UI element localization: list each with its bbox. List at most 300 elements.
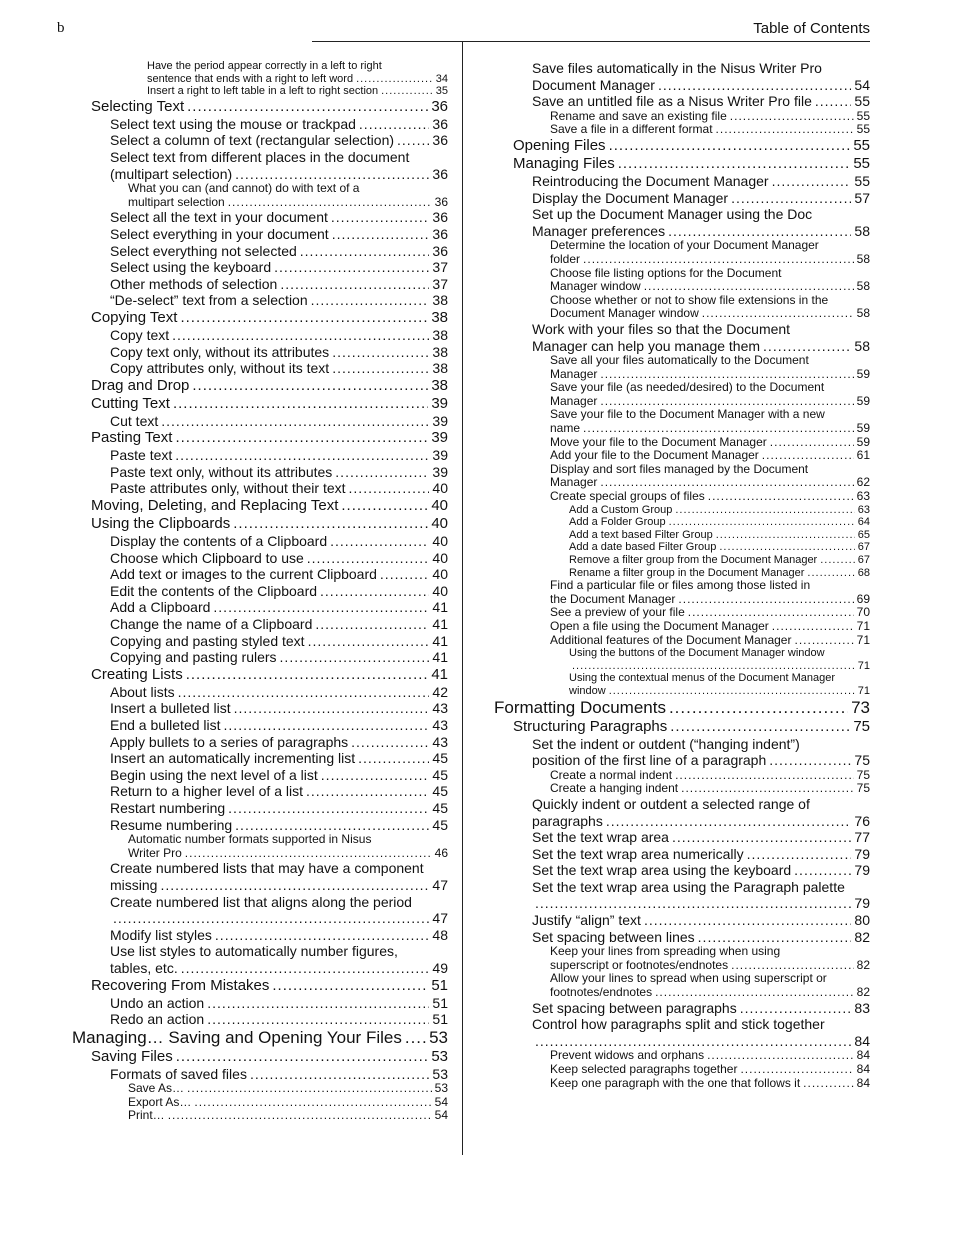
toc-page-number: 38 <box>432 343 448 360</box>
toc-entry[interactable] <box>494 647 870 672</box>
dot-leader <box>681 782 854 796</box>
toc-entry-row <box>110 566 448 583</box>
toc-entry[interactable] <box>494 93 870 110</box>
dot-leader <box>235 166 429 183</box>
toc-entry-row <box>110 583 448 600</box>
toc-entry-title: (multipart selection) <box>110 165 233 182</box>
dot-leader <box>233 515 428 533</box>
toc-entry[interactable] <box>494 912 870 929</box>
toc-entry-title: Copying and pasting rulers <box>110 649 277 666</box>
toc-entry[interactable] <box>72 700 448 717</box>
toc-entry[interactable] <box>72 377 448 395</box>
toc-entry[interactable] <box>494 718 870 736</box>
toc-entry[interactable] <box>72 666 448 684</box>
toc-entry-title: About lists <box>110 683 175 700</box>
toc-entry-row <box>532 752 870 769</box>
toc-entry[interactable] <box>72 98 448 116</box>
dot-leader <box>815 93 852 110</box>
toc-page-number: 40 <box>432 582 448 599</box>
toc-entry-row <box>110 166 448 183</box>
toc-entry[interactable] <box>72 85 448 98</box>
toc-page-number: 69 <box>856 592 870 606</box>
dot-leader <box>194 1096 431 1110</box>
toc-entry[interactable] <box>494 516 870 529</box>
toc-entry[interactable] <box>494 698 870 718</box>
dot-leader <box>315 616 429 633</box>
toc-entry[interactable] <box>72 995 448 1012</box>
toc-page-number: 84 <box>854 1032 870 1049</box>
toc-entry-text-line: Keep your lines from spreading when using <box>550 944 781 959</box>
dot-leader <box>172 327 429 344</box>
toc-entry-title: See a preview of your file <box>550 606 685 620</box>
toc-page-number: 51 <box>432 1011 448 1028</box>
dot-leader <box>669 516 855 529</box>
toc-entry[interactable] <box>72 783 448 800</box>
toc-entry[interactable] <box>72 276 448 293</box>
toc-entry-row <box>569 516 870 529</box>
toc-entry-row <box>110 734 448 751</box>
toc-entry[interactable] <box>72 1066 448 1083</box>
toc-entry[interactable] <box>494 60 870 93</box>
toc-entry-text-line: Allow your lines to spread when using superscript or <box>550 971 827 986</box>
toc-page-number: 45 <box>432 816 448 833</box>
toc-entry[interactable] <box>72 209 448 226</box>
toc-entry[interactable] <box>72 533 448 550</box>
toc-entry[interactable] <box>72 1096 448 1110</box>
toc-entry[interactable] <box>494 490 870 504</box>
toc-entry[interactable] <box>494 606 870 620</box>
toc-entry[interactable] <box>72 750 448 767</box>
toc-entry[interactable] <box>72 943 448 976</box>
toc-entry-title: Add your file to the Document Manager <box>550 449 759 463</box>
toc-page-number: 39 <box>432 447 448 464</box>
dot-leader <box>763 338 851 355</box>
toc-entry[interactable] <box>494 1016 870 1049</box>
toc-entry[interactable] <box>72 616 448 633</box>
toc-entry-row <box>110 960 448 977</box>
toc-page-number: 68 <box>857 566 870 579</box>
toc-page-number: 39 <box>432 412 448 429</box>
toc-entry[interactable] <box>72 360 448 377</box>
toc-page-number: 41 <box>432 649 448 666</box>
toc-entry-title: window <box>569 684 606 697</box>
dot-leader <box>600 395 853 409</box>
toc-entry-row <box>91 1048 448 1066</box>
toc-entry-row <box>532 173 870 190</box>
toc-entry[interactable] <box>72 132 448 149</box>
toc-entry-row <box>110 533 448 550</box>
dot-leader <box>356 73 433 86</box>
toc-entry[interactable] <box>494 294 870 321</box>
dot-leader <box>405 1028 426 1048</box>
toc-page-number: 41 <box>432 599 448 616</box>
toc-entry-title: the Document Manager <box>550 592 676 606</box>
toc-entry-row <box>532 912 870 929</box>
dot-leader <box>234 700 430 717</box>
toc-page-number: 40 <box>431 497 448 515</box>
toc-entry[interactable] <box>494 408 870 435</box>
toc-page-number: 64 <box>857 516 870 529</box>
toc-entry-row <box>110 927 448 944</box>
toc-page-number: 71 <box>857 684 870 697</box>
dot-leader <box>770 436 854 450</box>
toc-entry-title: Copying and pasting styled text <box>110 632 305 649</box>
toc-entry-row <box>91 309 448 327</box>
toc-entry-row <box>110 447 448 464</box>
toc-entry-title: Additional features of the Document Manager <box>550 633 792 647</box>
dot-leader <box>730 110 854 124</box>
toc-page-number: 59 <box>856 435 870 449</box>
toc-page-number: 79 <box>854 895 870 912</box>
toc-entry-row <box>128 1082 448 1096</box>
toc-entry-title: Prevent widows and orphans <box>550 1049 705 1063</box>
toc-entry[interactable] <box>494 267 870 294</box>
toc-entry[interactable] <box>494 945 870 972</box>
toc-page-number: 71 <box>856 633 870 647</box>
toc-entry-title: Display the Document Manager <box>532 189 729 206</box>
toc-page-number: 35 <box>435 85 448 98</box>
toc-entry-title: Create a normal indent <box>550 768 673 782</box>
toc-entry-row <box>110 750 448 767</box>
toc-entry[interactable] <box>494 463 870 490</box>
toc-entry[interactable] <box>494 554 870 567</box>
toc-entry-title: Select using the keyboard <box>110 259 272 276</box>
dot-leader <box>772 620 854 634</box>
toc-page-number: 47 <box>432 910 448 927</box>
toc-entry[interactable] <box>72 684 448 701</box>
toc-entry-text-line: Have the period appear correctly in a left to right <box>147 60 382 72</box>
toc-page-number: 46 <box>434 846 448 860</box>
toc-entry[interactable] <box>72 447 448 464</box>
dot-leader <box>173 395 428 413</box>
toc-entry[interactable] <box>494 672 870 697</box>
toc-entry[interactable] <box>494 620 870 634</box>
toc-page-number: 75 <box>856 768 870 782</box>
toc-entry[interactable] <box>494 239 870 266</box>
toc-entry[interactable] <box>72 550 448 567</box>
toc-page-number: 40 <box>432 566 448 583</box>
toc-entry[interactable] <box>494 782 870 796</box>
dot-leader <box>600 476 853 490</box>
toc-page-number: 82 <box>856 986 870 1000</box>
toc-entry[interactable] <box>72 566 448 583</box>
toc-entry-title: Export As… <box>128 1095 192 1109</box>
toc-entry-row <box>569 529 870 542</box>
toc-entry-text-line: Choose file listing options for the Document <box>550 265 782 280</box>
toc-page-number: 37 <box>432 275 448 292</box>
toc-page-number: 58 <box>856 307 870 321</box>
toc-entry-text-line: Quickly indent or outdent a selected range of <box>532 795 810 812</box>
toc-entry-title: Pasting Text <box>91 429 173 447</box>
toc-page-number: 53 <box>434 1082 448 1096</box>
toc-entry[interactable] <box>72 927 448 944</box>
toc-page-number: 43 <box>432 700 448 717</box>
toc-entry[interactable] <box>494 846 870 863</box>
toc-entry-title: Manager <box>550 394 598 408</box>
toc-entry-row <box>110 226 448 243</box>
toc-entry-row <box>110 649 448 666</box>
toc-entry[interactable] <box>72 309 448 327</box>
toc-entry[interactable] <box>494 796 870 829</box>
toc-entry[interactable] <box>494 529 870 542</box>
dot-leader <box>332 344 429 361</box>
toc-entry-row <box>110 209 448 226</box>
toc-page-number: 47 <box>432 876 448 893</box>
toc-entry[interactable] <box>72 833 448 860</box>
dot-leader <box>175 447 429 464</box>
toc-entry-row <box>550 959 870 973</box>
toc-entry[interactable] <box>494 110 870 124</box>
toc-entry[interactable] <box>72 1109 448 1123</box>
toc-entry-title: Formats of saved files <box>110 1065 247 1082</box>
toc-entry-row <box>110 259 448 276</box>
toc-entry[interactable] <box>72 515 448 533</box>
toc-entry[interactable] <box>72 429 448 447</box>
toc-page-number: 55 <box>853 154 870 172</box>
toc-entry[interactable] <box>72 327 448 344</box>
toc-entry[interactable] <box>494 929 870 946</box>
toc-page-number: 51 <box>432 994 448 1011</box>
toc-entry[interactable] <box>72 480 448 497</box>
toc-entry[interactable] <box>72 182 448 209</box>
toc-page-number: 36 <box>432 115 448 132</box>
toc-entry[interactable] <box>494 862 870 879</box>
toc-entry[interactable] <box>72 292 448 309</box>
toc-entry[interactable] <box>72 649 448 666</box>
toc-entry[interactable] <box>494 1063 870 1077</box>
toc-entry-title: Copy text only, without its attributes <box>110 343 330 360</box>
toc-page-number: 45 <box>432 766 448 783</box>
toc-entry[interactable] <box>494 206 870 239</box>
toc-entry[interactable] <box>494 769 870 783</box>
toc-entry[interactable] <box>72 497 448 515</box>
toc-entry[interactable] <box>72 413 448 430</box>
toc-entry[interactable] <box>494 449 870 463</box>
toc-entry-row <box>550 253 870 267</box>
toc-entry-row <box>91 497 448 515</box>
toc-entry[interactable] <box>72 1028 448 1048</box>
dot-leader <box>535 1033 851 1050</box>
toc-entry-title: Recovering From Mistakes <box>91 976 270 994</box>
toc-entry-text-line: Create numbered lists that may have a component <box>110 860 424 877</box>
toc-entry-title: Save a file in a different format <box>550 123 713 137</box>
toc-entry[interactable] <box>72 633 448 650</box>
toc-entry[interactable] <box>72 243 448 260</box>
toc-entry[interactable] <box>494 173 870 190</box>
toc-entry[interactable] <box>494 736 870 769</box>
toc-entry[interactable] <box>72 734 448 751</box>
toc-entry-row <box>110 995 448 1012</box>
toc-entry[interactable] <box>494 1049 870 1063</box>
toc-entry-row <box>110 1011 448 1028</box>
toc-page-number: 70 <box>856 606 870 620</box>
toc-entry-text-line: Choose whether or not to show file extensions in the <box>550 292 829 307</box>
toc-page-number: 55 <box>853 136 870 154</box>
toc-entry-title: Display the contents of a Clipboard <box>110 533 328 550</box>
toc-entry[interactable] <box>494 579 870 606</box>
dot-leader <box>250 1066 429 1083</box>
toc-entry-text-line: Control how paragraphs split and stick together <box>532 1016 825 1033</box>
toc-page-number: 65 <box>857 528 870 541</box>
toc-entry-text-line: Automatic number formats supported in Nisus <box>128 832 372 847</box>
toc-page-number: 54 <box>854 76 870 93</box>
toc-entry[interactable] <box>494 321 870 354</box>
dot-leader <box>644 280 854 294</box>
toc-page-number: 43 <box>432 733 448 750</box>
toc-entry[interactable] <box>72 817 448 834</box>
toc-entry-title: Add a text based Filter Group <box>569 528 713 541</box>
toc-entry[interactable] <box>72 116 448 133</box>
toc-page-number: 51 <box>431 976 448 994</box>
toc-entry-row <box>532 1000 870 1017</box>
toc-page-number: 67 <box>857 541 870 554</box>
toc-page-number: 39 <box>431 394 448 412</box>
toc-page-number: 39 <box>432 463 448 480</box>
toc-entry-row <box>147 85 448 98</box>
toc-entry-row <box>110 276 448 293</box>
dot-leader <box>698 929 852 946</box>
toc-entry-row <box>110 1066 448 1083</box>
toc-entry-text-line: Using the buttons of the Document Manager window <box>569 647 825 660</box>
toc-entry-title: Manager <box>550 476 598 490</box>
toc-entry-title: Manager can help you manage them <box>532 337 761 354</box>
toc-entry[interactable] <box>72 344 448 361</box>
toc-entry-row <box>550 436 870 450</box>
toc-entry-title: Open a file using the Document Manager <box>550 619 769 633</box>
toc-entry[interactable] <box>494 190 870 207</box>
toc-entry-row <box>569 541 870 554</box>
toc-entry-text-line: Work with your files so that the Document <box>532 320 791 337</box>
toc-entry[interactable] <box>72 149 448 182</box>
toc-entry-title: missing <box>110 876 158 893</box>
toc-entry[interactable] <box>494 1000 870 1017</box>
toc-entry[interactable] <box>72 767 448 784</box>
dot-leader <box>341 497 428 515</box>
dot-leader <box>113 910 429 927</box>
toc-entry-title: Set spacing between paragraphs <box>532 999 737 1016</box>
dot-leader <box>272 977 428 995</box>
toc-entry[interactable] <box>494 137 870 155</box>
toc-entry-title: Add a Custom Group <box>569 503 673 516</box>
toc-entry-row <box>569 660 870 673</box>
toc-entry[interactable] <box>494 1077 870 1091</box>
toc-page-number: 55 <box>854 93 870 110</box>
toc-entry-row <box>91 515 448 533</box>
toc-entry-title: tables, etc. <box>110 959 178 976</box>
dot-leader <box>618 155 851 173</box>
toc-page-number: 59 <box>856 422 870 436</box>
toc-entry[interactable] <box>72 717 448 734</box>
toc-entry-row <box>550 280 870 294</box>
toc-entry-title: Cut text <box>110 412 159 429</box>
toc-entry-row <box>569 504 870 517</box>
toc-entry[interactable] <box>494 354 870 381</box>
toc-entry-row <box>550 769 870 783</box>
toc-entry[interactable] <box>494 541 870 554</box>
dot-leader <box>740 1063 853 1077</box>
dot-leader <box>228 800 429 817</box>
toc-entry[interactable] <box>72 599 448 616</box>
toc-entry[interactable] <box>72 395 448 413</box>
toc-entry-title: Structuring Paragraphs <box>513 717 668 735</box>
toc-entry[interactable] <box>72 800 448 817</box>
toc-right-column <box>494 60 870 1090</box>
toc-entry-title: Saving Files <box>91 1047 173 1065</box>
dot-leader <box>716 123 854 137</box>
toc-entry-title: Keep selected paragraphs together <box>550 1063 738 1076</box>
toc-entry-row <box>550 395 870 409</box>
toc-page-number: 73 <box>851 697 870 717</box>
toc-entry-row <box>550 986 870 1000</box>
toc-entry[interactable] <box>494 504 870 517</box>
toc-page-number: 54 <box>434 1109 448 1123</box>
toc-entry-title: Document Manager window <box>550 307 699 321</box>
dot-leader <box>168 1109 432 1123</box>
toc-entry[interactable] <box>72 860 448 893</box>
dot-leader <box>381 85 433 98</box>
toc-entry-title: Set the text wrap area numerically <box>532 845 744 862</box>
toc-entry[interactable] <box>72 464 448 481</box>
toc-entry[interactable] <box>494 436 870 450</box>
toc-page-number: 61 <box>856 449 870 463</box>
toc-entry[interactable] <box>494 123 870 137</box>
toc-entry-row <box>550 606 870 620</box>
dot-leader <box>351 734 429 751</box>
toc-entry-row <box>91 977 448 995</box>
toc-page-number: 82 <box>856 958 870 972</box>
toc-page-number: 41 <box>432 616 448 633</box>
toc-entry-title: Undo an action <box>110 994 205 1011</box>
toc-page-number: 34 <box>435 72 448 85</box>
toc-entry[interactable] <box>494 155 870 173</box>
dot-leader <box>274 259 429 276</box>
dot-leader <box>719 541 854 554</box>
toc-entry-title: Resume numbering <box>110 816 233 833</box>
toc-page-number: 41 <box>432 632 448 649</box>
dot-leader <box>600 368 853 382</box>
dot-leader <box>308 633 430 650</box>
dot-leader <box>675 769 854 783</box>
toc-page-number: 62 <box>856 476 870 490</box>
toc-entry-title: Modify list styles <box>110 926 212 943</box>
toc-entry[interactable] <box>72 583 448 600</box>
toc-entry[interactable] <box>72 226 448 243</box>
toc-entry-row <box>550 368 870 382</box>
toc-entry[interactable] <box>494 634 870 648</box>
toc-entry[interactable] <box>494 972 870 999</box>
toc-entry-row <box>91 98 448 116</box>
toc-entry-row <box>110 633 448 650</box>
toc-entry[interactable] <box>72 1048 448 1066</box>
toc-entry[interactable] <box>494 829 870 846</box>
toc-entry[interactable] <box>72 1011 448 1028</box>
toc-entry[interactable] <box>72 977 448 995</box>
toc-entry-title: Paste attributes only, without their text <box>110 480 346 497</box>
toc-entry[interactable] <box>494 879 870 912</box>
toc-entry-row <box>110 327 448 344</box>
toc-entry[interactable] <box>494 381 870 408</box>
toc-entry[interactable] <box>72 259 448 276</box>
toc-entry-title: Choose which Clipboard to use <box>110 549 304 566</box>
toc-entry-title: Set spacing between lines <box>532 928 695 945</box>
toc-entry-row <box>550 490 870 504</box>
dot-leader <box>161 413 429 430</box>
toc-entry[interactable] <box>72 894 448 927</box>
toc-entry[interactable] <box>72 1082 448 1096</box>
toc-entry[interactable] <box>72 60 448 85</box>
toc-entry-row <box>550 620 870 634</box>
toc-entry-text-line: Save your file (as needed/desired) to the Document <box>550 380 825 395</box>
